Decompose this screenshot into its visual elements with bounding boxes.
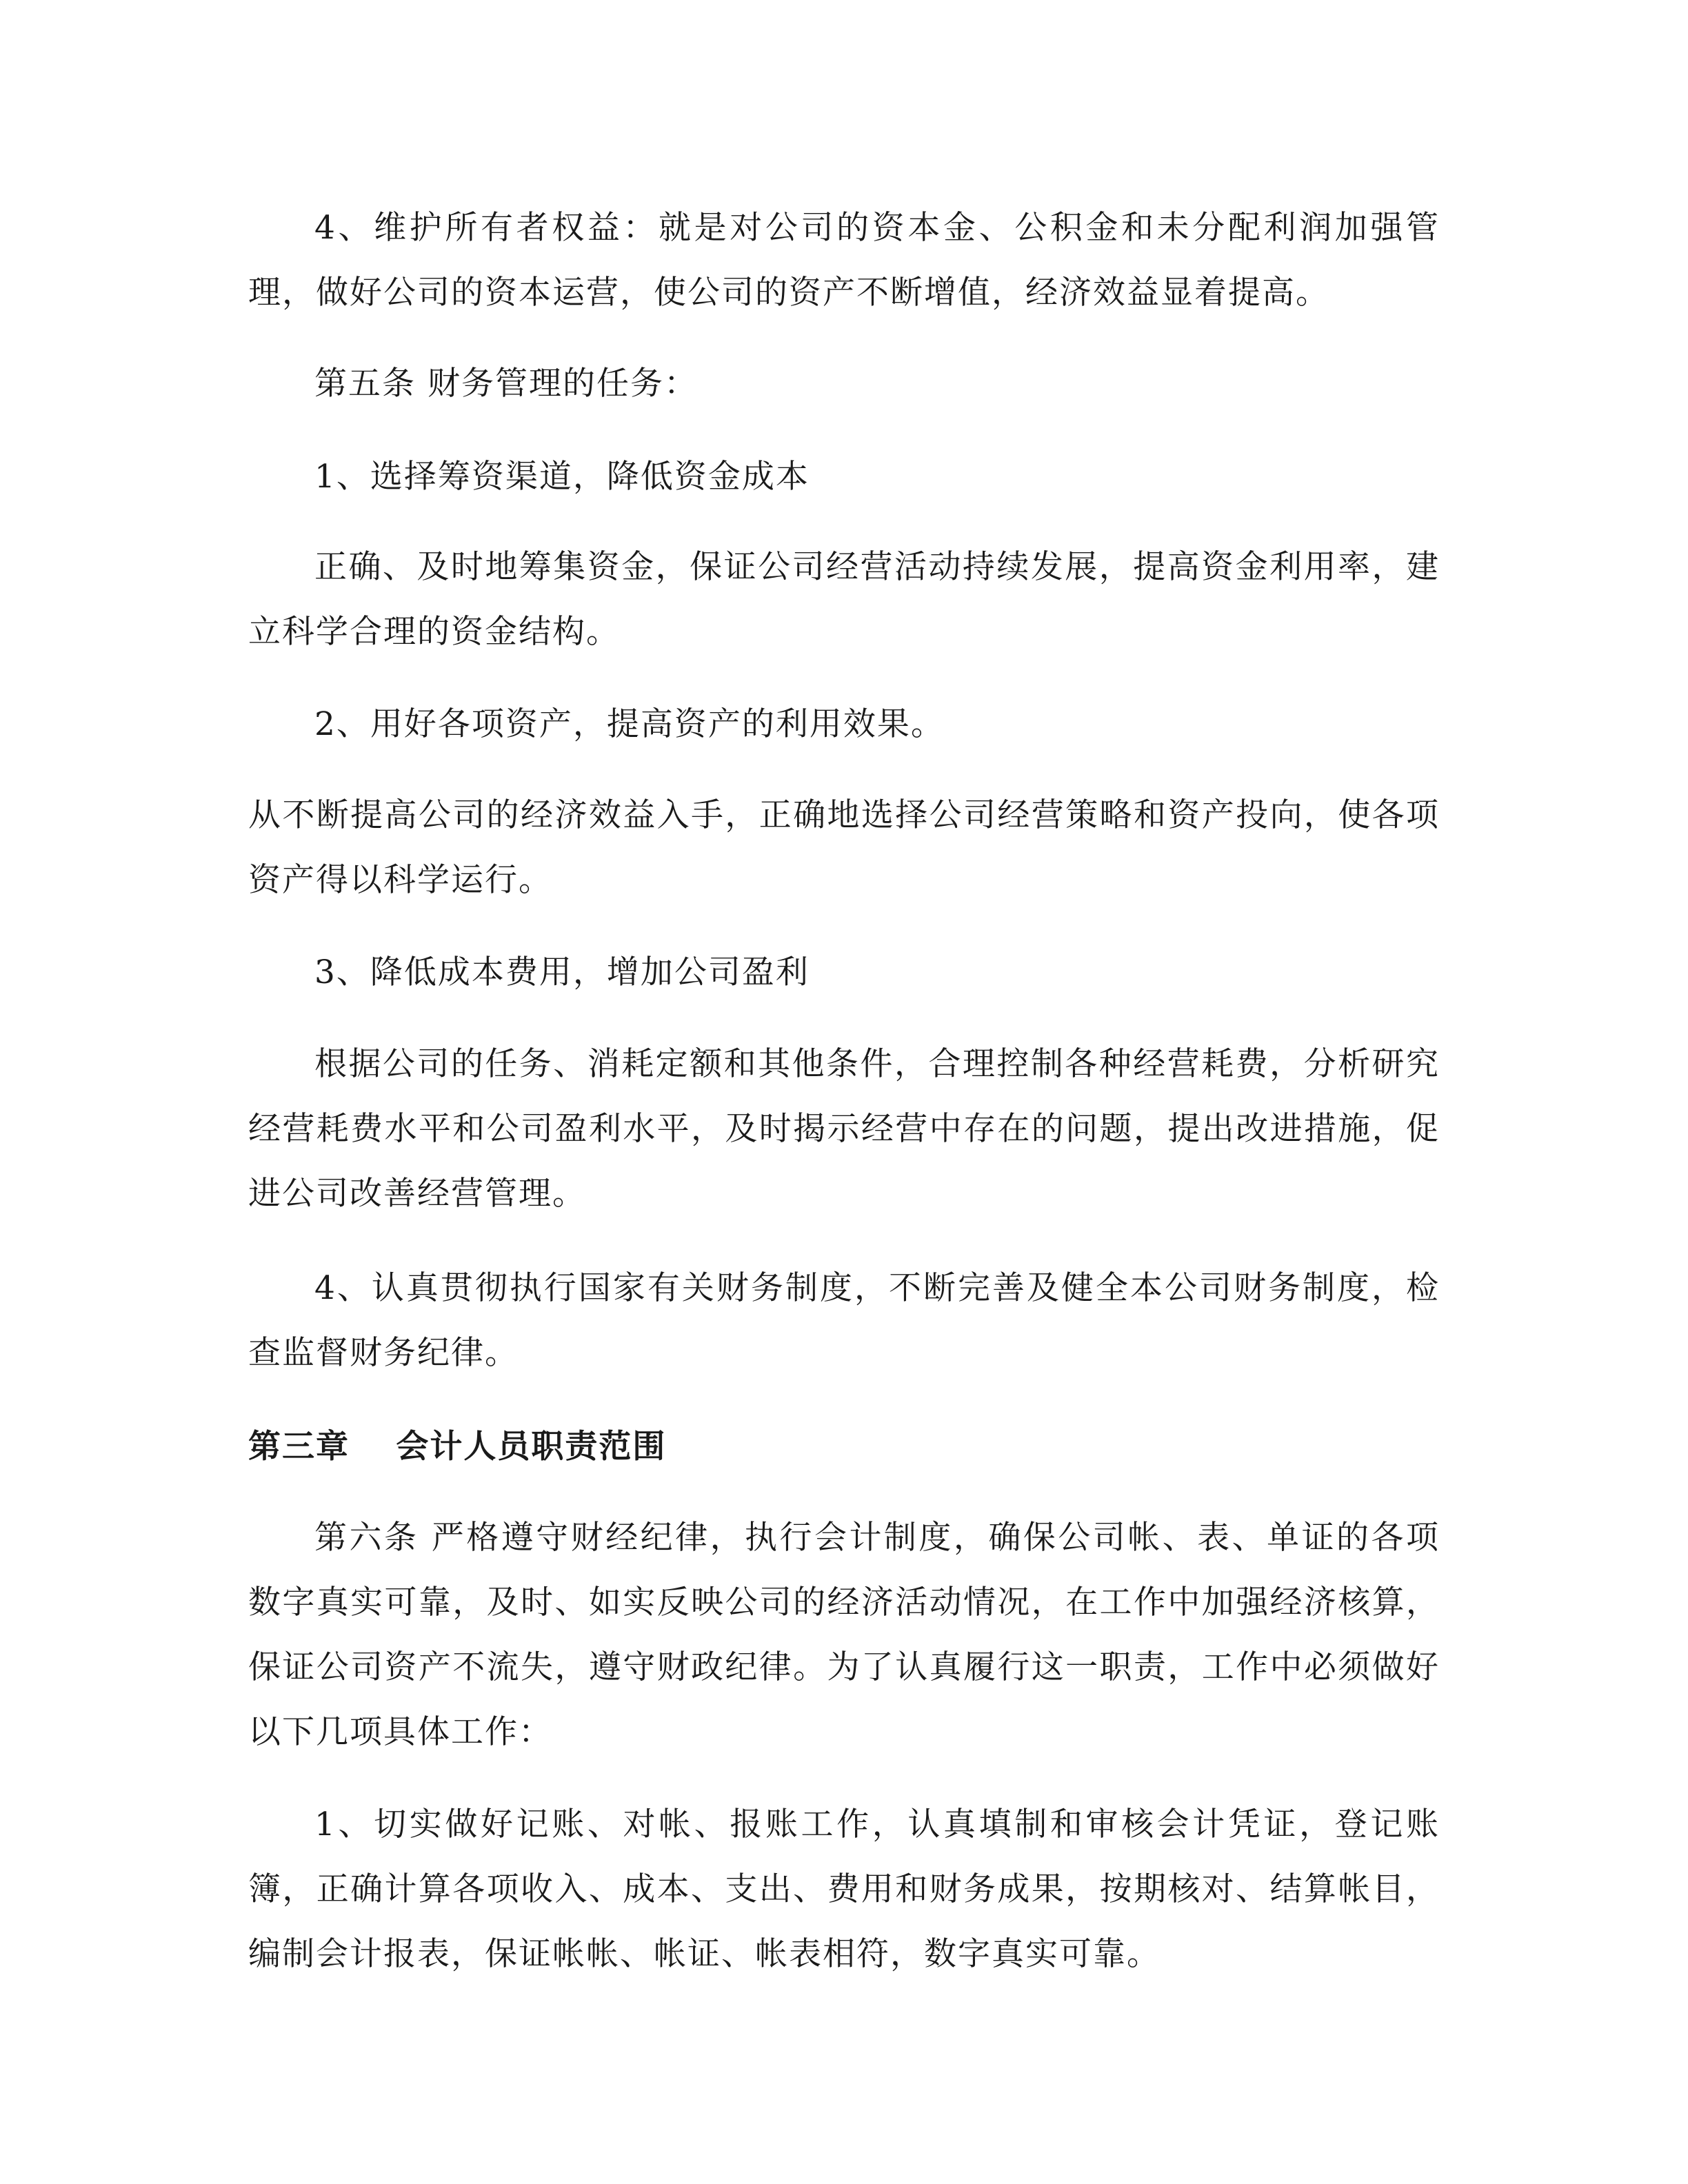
paragraph-owner-equity: 4、维护所有者权益：就是对公司的资本金、公积金和未分配利润加强管理，做好公司的资本运营，使公司的资产不断增值，经济效益显着提高。 xyxy=(248,209,1440,312)
paragraph-article-6: 第六条 严格遵守财经纪律，执行会计制度，确保公司帐、表、单证的各项数字真实可靠，及时、如实反映公司的经济活动情况，在工作中加强经济核算，保证公司资产不流失，遵守财政纪律。为了认真履行这一职责，工作中必须做好以下几项具体工作： xyxy=(248,1519,1440,1751)
paragraph-financing-detail: 正确、及时地筹集资金，保证公司经营活动持续发展，提高资金利用率，建立科学合理的资金结构。 xyxy=(248,548,1440,651)
paragraph-assets-detail: 从不断提高公司的经济效益入手，正确地选择公司经营策略和资产投向，使各项资产得以科学运行。 xyxy=(248,796,1440,899)
paragraph-article-5: 第五条 财务管理的任务： xyxy=(314,365,698,403)
paragraph-item-4-regulations: 4、认真贯彻执行国家有关财务制度，不断完善及健全本公司财务制度，检查监督财务纪律。 xyxy=(248,1269,1440,1372)
paragraph-item-2-assets: 2、用好各项资产，提高资产的利用效果。 xyxy=(314,705,945,743)
paragraph-item-1-financing: 1、选择筹资渠道，降低资金成本 xyxy=(314,458,810,496)
paragraph-costs-detail: 根据公司的任务、消耗定额和其他条件，合理控制各种经营耗费，分析研究经营耗费水平和公司盈利水平，及时揭示经营中存在的问题，提出改进措施，促进公司改善经营管理。 xyxy=(248,1045,1440,1213)
chapter-3-heading: 第三章 会计人员职责范围 xyxy=(248,1428,667,1466)
paragraph-item-3-costs: 3、降低成本费用，增加公司盈利 xyxy=(314,953,810,991)
paragraph-article-6-item-1: 1、切实做好记账、对帐、报账工作，认真填制和审核会计凭证，登记账簿，正确计算各项收入、成本、支出、费用和财务成果，按期核对、结算帐目，编制会计报表，保证帐帐、帐证、帐表相符，数字真实可靠。 xyxy=(248,1806,1440,1973)
